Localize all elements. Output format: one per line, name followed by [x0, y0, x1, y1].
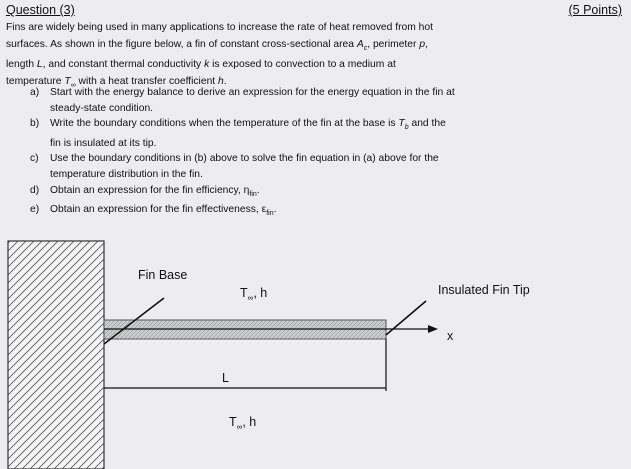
x-axis-arrowhead — [428, 325, 438, 333]
part-d-label: d) — [30, 184, 40, 196]
part-a — [30, 85, 570, 116]
bottom-convection-temp: T — [229, 415, 237, 429]
intro-line-2-text-c: , — [425, 38, 428, 50]
htc-symbol: h — [218, 75, 224, 87]
ambient-temp-symbol: T — [64, 75, 71, 87]
part-e-label: e) — [30, 204, 40, 216]
part-b-text-2: fin is insulated at its tip. — [50, 137, 157, 149]
intro-line-1 — [6, 20, 566, 37]
effectiveness-symbol: ε — [261, 204, 267, 216]
intro-line-3-text-c: is exposed to convection to a medium at — [209, 59, 396, 71]
x-axis-label: x — [447, 329, 454, 343]
part-d-text: Obtain an expression for the fin efficiency, — [50, 184, 244, 196]
fin-diagram-svg — [0, 235, 631, 469]
part-e — [30, 202, 570, 222]
length-label: L — [222, 371, 229, 385]
bottom-convection-subscript: ∞ — [236, 422, 243, 432]
part-d — [30, 183, 570, 203]
base-wall — [8, 241, 104, 469]
conductivity-symbol: k — [204, 59, 210, 71]
part-e-line — [50, 202, 570, 222]
part-c-text-2: temperature distribution in the fin. — [50, 169, 203, 181]
top-convection-temp: T — [240, 286, 248, 300]
tip-pointer-line — [386, 301, 426, 335]
bottom-convection-h: , h — [242, 415, 257, 429]
top-convection-label — [240, 286, 267, 303]
part-d-end: . — [256, 184, 260, 196]
intro-line-4-text-b: with a heat transfer coefficient — [75, 75, 219, 87]
part-b-label: b) — [30, 118, 40, 130]
effectiveness-subscript: fin — [266, 210, 274, 218]
question-title: Question (3) — [6, 3, 75, 17]
part-c-text-1: Use the boundary conditions in (b) above to solve the fin equation in (a) above for the — [50, 153, 439, 165]
intro-line-3-text: length — [6, 59, 37, 71]
intro-line-1-text: Fins are widely being used in many applications to increase the rate of heat removed from hot — [6, 22, 433, 33]
problem-statement — [6, 20, 566, 94]
part-e-text: Obtain an expression for the fin effectiveness, — [50, 204, 262, 216]
question-parts — [30, 85, 570, 222]
part-c — [30, 151, 570, 182]
part-a-label: a) — [30, 87, 40, 98]
part-b-text-1b: and the — [408, 118, 446, 130]
question-header — [6, 3, 626, 19]
intro-line-4-text: temperature — [6, 75, 65, 87]
intro-line-4-text-c: . — [223, 75, 227, 87]
length-symbol: L — [36, 59, 43, 71]
part-b-line-1 — [50, 116, 570, 136]
question-points: (5 Points) — [568, 3, 622, 17]
bottom-convection-label — [229, 415, 256, 432]
perimeter-symbol: p — [419, 38, 426, 50]
top-convection-h: , h — [253, 286, 268, 300]
intro-line-3-text-b: , and constant thermal conductivity — [42, 59, 205, 71]
area-symbol: A — [356, 38, 364, 50]
part-b-text-1: Write the boundary conditions when the temperature of the fin at the base is — [50, 118, 399, 130]
part-c-label: c) — [30, 153, 39, 165]
intro-line-3 — [6, 57, 566, 74]
part-b — [30, 116, 570, 151]
top-convection-subscript: ∞ — [247, 293, 254, 303]
intro-line-2-text: surfaces. As shown in the figure below, a fin of constant cross-sectional area — [6, 38, 357, 50]
efficiency-symbol: η — [243, 184, 250, 196]
fin-base-label: Fin Base — [138, 268, 188, 282]
base-temp-symbol: T — [398, 118, 405, 130]
fin-diagram — [0, 235, 631, 469]
ambient-temp-subscript: ∞ — [70, 81, 76, 89]
intro-line-2 — [6, 37, 566, 58]
area-subscript: c — [363, 44, 368, 52]
part-e-end: . — [273, 204, 277, 216]
intro-line-2-text-b: , perimeter — [367, 38, 420, 50]
base-temp-subscript: b — [404, 124, 409, 132]
insulated-tip-label: Insulated Fin Tip — [438, 283, 530, 297]
part-d-line — [50, 183, 570, 203]
part-a-text-1: Start with the energy balance to derive an expression for the energy equation in the fin at — [50, 87, 455, 98]
efficiency-subscript: fin — [249, 190, 257, 198]
part-a-text-2: steady-state condition. — [50, 102, 154, 114]
